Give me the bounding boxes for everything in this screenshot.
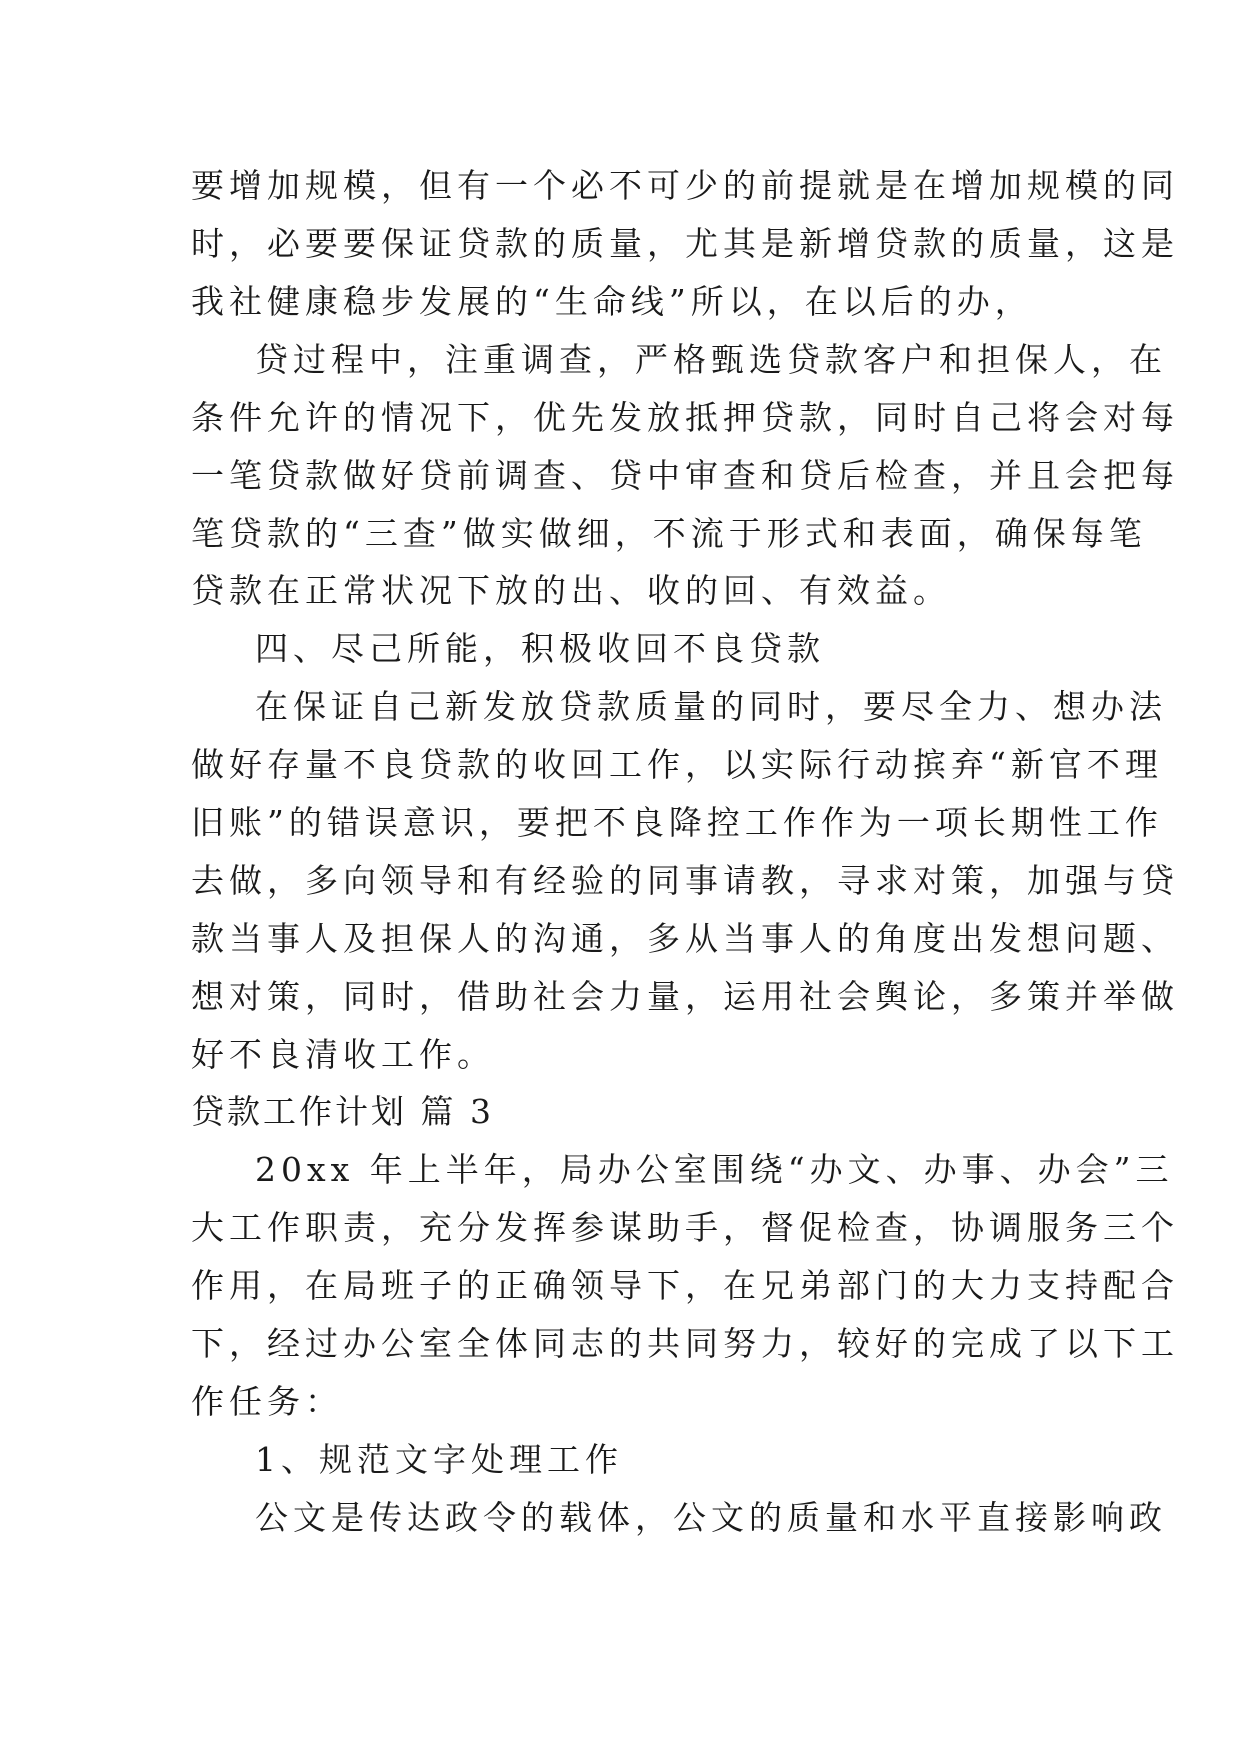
text-line: 作用，在局班子的正确领导下，在兄弟部门的大力支持配合 bbox=[191, 1266, 1179, 1305]
text-line: 时，必要要保证贷款的质量，尤其是新增贷款的质量，这是 bbox=[191, 224, 1179, 263]
text-line: 一笔贷款做好贷前调查、贷中审查和贷后检查，并且会把每 bbox=[191, 456, 1179, 495]
text-line: 款当事人及担保人的沟通，多从当事人的角度出发想问题、 bbox=[191, 919, 1179, 958]
text-line: 去做，多向领导和有经验的同事请教，寻求对策，加强与贷 bbox=[191, 861, 1179, 900]
paragraph-first-line: 在保证自己新发放贷款质量的同时，要尽全力、想办法 bbox=[255, 687, 1167, 726]
text-line: 旧账”的错误意识，要把不良降控工作作为一项长期性工作 bbox=[191, 803, 1163, 842]
text-line: 贷款在正常状况下放的出、收的回、有效益。 bbox=[191, 571, 951, 610]
text-line: 要增加规模，但有一个必不可少的前提就是在增加规模的同 bbox=[191, 166, 1179, 205]
text-line: 笔贷款的“三查”做实做细，不流于形式和表面，确保每笔 bbox=[191, 514, 1147, 553]
text-line: 我社健康稳步发展的“生命线”所以，在以后的办， bbox=[191, 282, 1033, 321]
text-line: 大工作职责，充分发挥参谋助手，督促检查，协调服务三个 bbox=[191, 1208, 1179, 1247]
text-line: 作任务： bbox=[191, 1382, 343, 1421]
section-heading: 四、尽己所能，积极收回不良贷款 bbox=[255, 629, 825, 668]
text-line: 下，经过办公室全体同志的共同努力，较好的完成了以下工 bbox=[191, 1324, 1179, 1363]
paragraph-first-line: 公文是传达政令的载体，公文的质量和水平直接影响政 bbox=[255, 1498, 1167, 1537]
text-line: 条件允许的情况下，优先发放抵押贷款，同时自己将会对每 bbox=[191, 398, 1179, 437]
paragraph-first-line: 贷过程中，注重调查，严格甄选贷款客户和担保人，在 bbox=[255, 340, 1167, 379]
text-line: 想对策，同时，借助社会力量，运用社会舆论，多策并举做 bbox=[191, 977, 1179, 1016]
article-heading: 贷款工作计划 篇 3 bbox=[191, 1092, 494, 1131]
paragraph-first-line: 20xx 年上半年，局办公室围绕“办文、办事、办会”三 bbox=[255, 1150, 1174, 1189]
section-heading: 1、规范文字处理工作 bbox=[255, 1440, 623, 1479]
text-line: 做好存量不良贷款的收回工作，以实际行动摈弃“新官不理 bbox=[191, 745, 1163, 784]
text-line: 好不良清收工作。 bbox=[191, 1035, 495, 1074]
